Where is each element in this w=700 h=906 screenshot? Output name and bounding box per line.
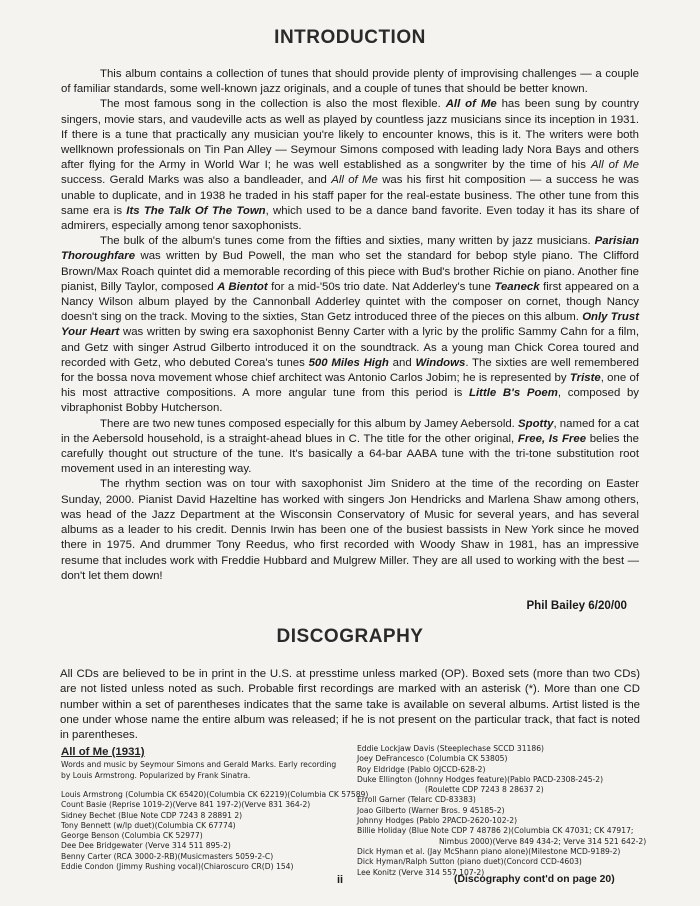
text-segment: The bulk of the album's tunes come from the fifties and sixties, many written by jazz musicians.	[100, 235, 595, 248]
tune-name-italic: All of Me	[331, 174, 378, 187]
discography-intro: All CDs are believed to be in print in the U.S. at presstime unless marked (OP). Boxed sets (more than two CDs) are not listed unless noted as such. Probable first recordings are marked with an asterisk (*). More than one CD number within a set of parentheses indicates that the same take is available on several albums. Artist listed is the one under whose name the entire album was released; if he is not present on the particular track, that fact is noted in parentheses.	[60, 668, 640, 742]
discography-heading: DISCOGRAPHY	[276, 626, 424, 647]
tune-name-italic: All of Me	[590, 159, 639, 172]
intro-paragraph-2	[61, 97, 639, 234]
text-segment: has been sung by country singers, movie stars, and vaudeville acts as well as played by countless jazz musicians since its inception in 1931. If there is a tune that practically any musician you're likely to encounter knows, this is it. The writers were both wellknown professionals on Tin Pan Alley — Seymour Simons composed with leading lady Nora Bays and others after flying for the Army in World War I; he was well established as a songwriter by the time of his	[61, 98, 639, 172]
recording-entry: Count Basie (Reprise 1019-2)(Verve 841 197-2)(Verve 831 364-2)	[61, 800, 311, 810]
tune-name: Teaneck	[494, 280, 540, 293]
intro-paragraph-3	[61, 234, 639, 416]
text-segment: and	[388, 356, 416, 369]
text-segment: was written by Bud Powell, the man who set the standard for bebop style piano. The Clifford Brown/Max Roach quintet did a memorable recording of this piece with Bud's brother Richie on piano. Another fine pianist, Billy Taylor, composed	[61, 250, 639, 293]
intro-paragraph-1: This album contains a collection of tunes that should provide plenty of improvising challenges — a couple of familiar standards, some well-known jazz originals, and a couple of tunes that should be better known.	[61, 68, 639, 96]
recording-entry: Dick Hyman/Ralph Sutton (piano duet)(Concord CCD-4603)	[357, 857, 582, 867]
recording-entry: Billie Holiday (Blue Note CDP 7 48786 2)(Columbia CK 47031; CK 47917;	[357, 826, 634, 836]
recording-list-left	[61, 790, 369, 872]
recording-entry: Dee Dee Bridgewater (Verve 314 511 895-2)	[61, 841, 231, 851]
recording-entry: Johnny Hodges (Pablo 2PACD-2620-102-2)	[357, 816, 518, 826]
text-segment: for a mid-'50s trio date. Nat Adderley's tune	[267, 280, 495, 293]
introduction-body	[61, 67, 639, 584]
page-number: ii	[337, 874, 344, 886]
tune-name: Its The Talk Of The Town	[126, 204, 266, 217]
recording-entry: Benny Carter (RCA 3000-2-RB)(Musicmasters 5059-2-C)	[61, 851, 274, 861]
recording-entry: George Benson (Columbia CK 52977)	[61, 831, 203, 841]
introduction-heading: INTRODUCTION	[274, 27, 426, 48]
recording-list-right	[357, 744, 647, 878]
tune-name: A Bientot	[217, 280, 268, 293]
text-segment: was his first hit composition — a success he was unable to duplicate, and in 1938 he traded in his staff paper for the real-estate business. The other tune from this same era is	[61, 174, 639, 217]
recording-entry: Lee Konitz (Verve 314 557 107-2)	[357, 867, 485, 877]
intro-paragraph-4	[61, 417, 639, 478]
recording-entry: Eddie Lockjaw Davis (Steeplechase SCCD 31186)	[357, 744, 545, 753]
recording-entry: Erroll Garner (Telarc CD-83383)	[357, 795, 476, 805]
tune-name: Windows	[415, 356, 466, 369]
recording-entry: Joey DeFrancesco (Columbia CK 53805)	[357, 754, 508, 764]
recording-entry: (Roulette CDP 7243 8 28637 2)	[425, 785, 544, 795]
text-segment: was written by swing era saxophonist Benny Carter with a lyric by the prolific Sammy Cahn for a film, and Getz with singer Astrud Gilberto introduced it on the soundtrack. As a young man Chick Corea toured and recorded with Getz, who debuted Corea's tunes	[61, 326, 639, 369]
recording-entry: Tony Bennett (w/lp duet)(Columbia CK 67774)	[61, 820, 236, 830]
recording-entry: Sidney Bechet (Blue Note CDP 7243 8 28891 2)	[61, 810, 243, 820]
tune-name: Spotty	[518, 417, 554, 430]
tune-name: Only Trust Your Heart	[61, 311, 639, 339]
text-segment: , which used to be a dance band favorite. Even today it has its share of admirers, especially among tenor saxophonists.	[61, 204, 639, 233]
tune-name: Little B's Poem	[469, 387, 558, 400]
tune-title: All of Me (1931)	[61, 746, 145, 758]
text-segment: The most famous song in the collection is also the most flexible.	[100, 98, 446, 111]
text-segment: belies the carefully thought out structure of the tune. It's basically a 64-bar AABA tune with the tri-tone substitution root movement used in an interesting way.	[61, 432, 639, 476]
discography-left-column	[61, 745, 369, 872]
tune-name: All of Me	[445, 98, 497, 111]
discography-right-column	[357, 744, 647, 878]
author-signature: Phil Bailey 6/20/00	[526, 599, 627, 612]
text-segment: first appeared on a Nancy Wilson album played by the Cannonball Adderley quintet with the composer on cornet, though Nancy doesn't sing on the track. Moving to the sixties, Stan Getz introduced three of the pieces on this album.	[61, 280, 639, 324]
recording-entry: Duke Ellington (Johnny Hodges feature)(Pablo PACD-2308-245-2)	[357, 774, 604, 784]
recording-entry: Dick Hyman et al. (Jay McShann piano alone)(Milestone MCD-9189-2)	[357, 846, 621, 856]
recording-entry: Louis Armstrong (Columbia CK 65420)(Columbia CK 62219)(Columbia CK 57589)	[61, 790, 369, 799]
text-segment: . The sixties are well remembered for the bossa nova movement whose chief architect was Antonio Carlos Jobim; he is represented by	[61, 356, 640, 385]
tune-name: 500 Miles High	[308, 356, 389, 369]
continued-note: (Discography cont'd on page 20)	[454, 874, 615, 885]
tune-name: Free, Is Free	[517, 432, 587, 445]
tune-name: Triste	[569, 372, 601, 385]
text-segment: success. Gerald Marks was also a bandleader, and	[61, 174, 332, 187]
text-segment: , composed by vibraphonist Bobby Hutcherson.	[61, 387, 640, 415]
tune-note: Words and music by Seymour Simons and Gerald Marks. Early recording by Louis Armstrong. Popularized by Frank Sinatra.	[61, 760, 337, 780]
text-segment: , one of his most attractive compositions. A more angular tune from this period is	[61, 372, 639, 400]
recording-entry: Joao Gilberto (Warner Bros. 9 45185-2)	[357, 805, 505, 815]
text-segment: There are two new tunes composed especially for this album by Jamey Aebersold.	[100, 417, 519, 430]
recording-entry: Eddie Condon (Jimmy Rushing vocal)(Chiaroscuro CR(D) 154)	[61, 862, 294, 872]
intro-paragraph-5: The rhythm section was on tour with saxophonist Jim Snidero at the time of the recording on Easter Sunday, 2000. Pianist David Hazeltine has worked with singers Jon Hendricks and Marlena Shaw among others, was head of the Jazz Department at the Wisconsin Conservatory of Music for several years, and has several albums as a leader to his credit. Dennis Irwin has been one of the busiest bassists in New York since he moved there in 1975. And drummer Tony Reedus, who first recorded with Woody Shaw in 1981, has an impressive resume that includes work with Freddie Hubbard and Mulgrew Miller. They are all used to working with the best — don't let them down!	[61, 478, 639, 582]
recording-entry: Nimbus 2000)(Verve 849 434-2; Verve 314 521 642-2)	[439, 836, 647, 846]
recording-entry: Roy Eldridge (Pablo OJCCD-628-2)	[357, 764, 486, 774]
text-segment: , named for a cat in the Aebersold household, is a straight-ahead blues in C. The title for the other original,	[61, 417, 639, 445]
tune-name: Parisian Thoroughfare	[61, 235, 639, 263]
